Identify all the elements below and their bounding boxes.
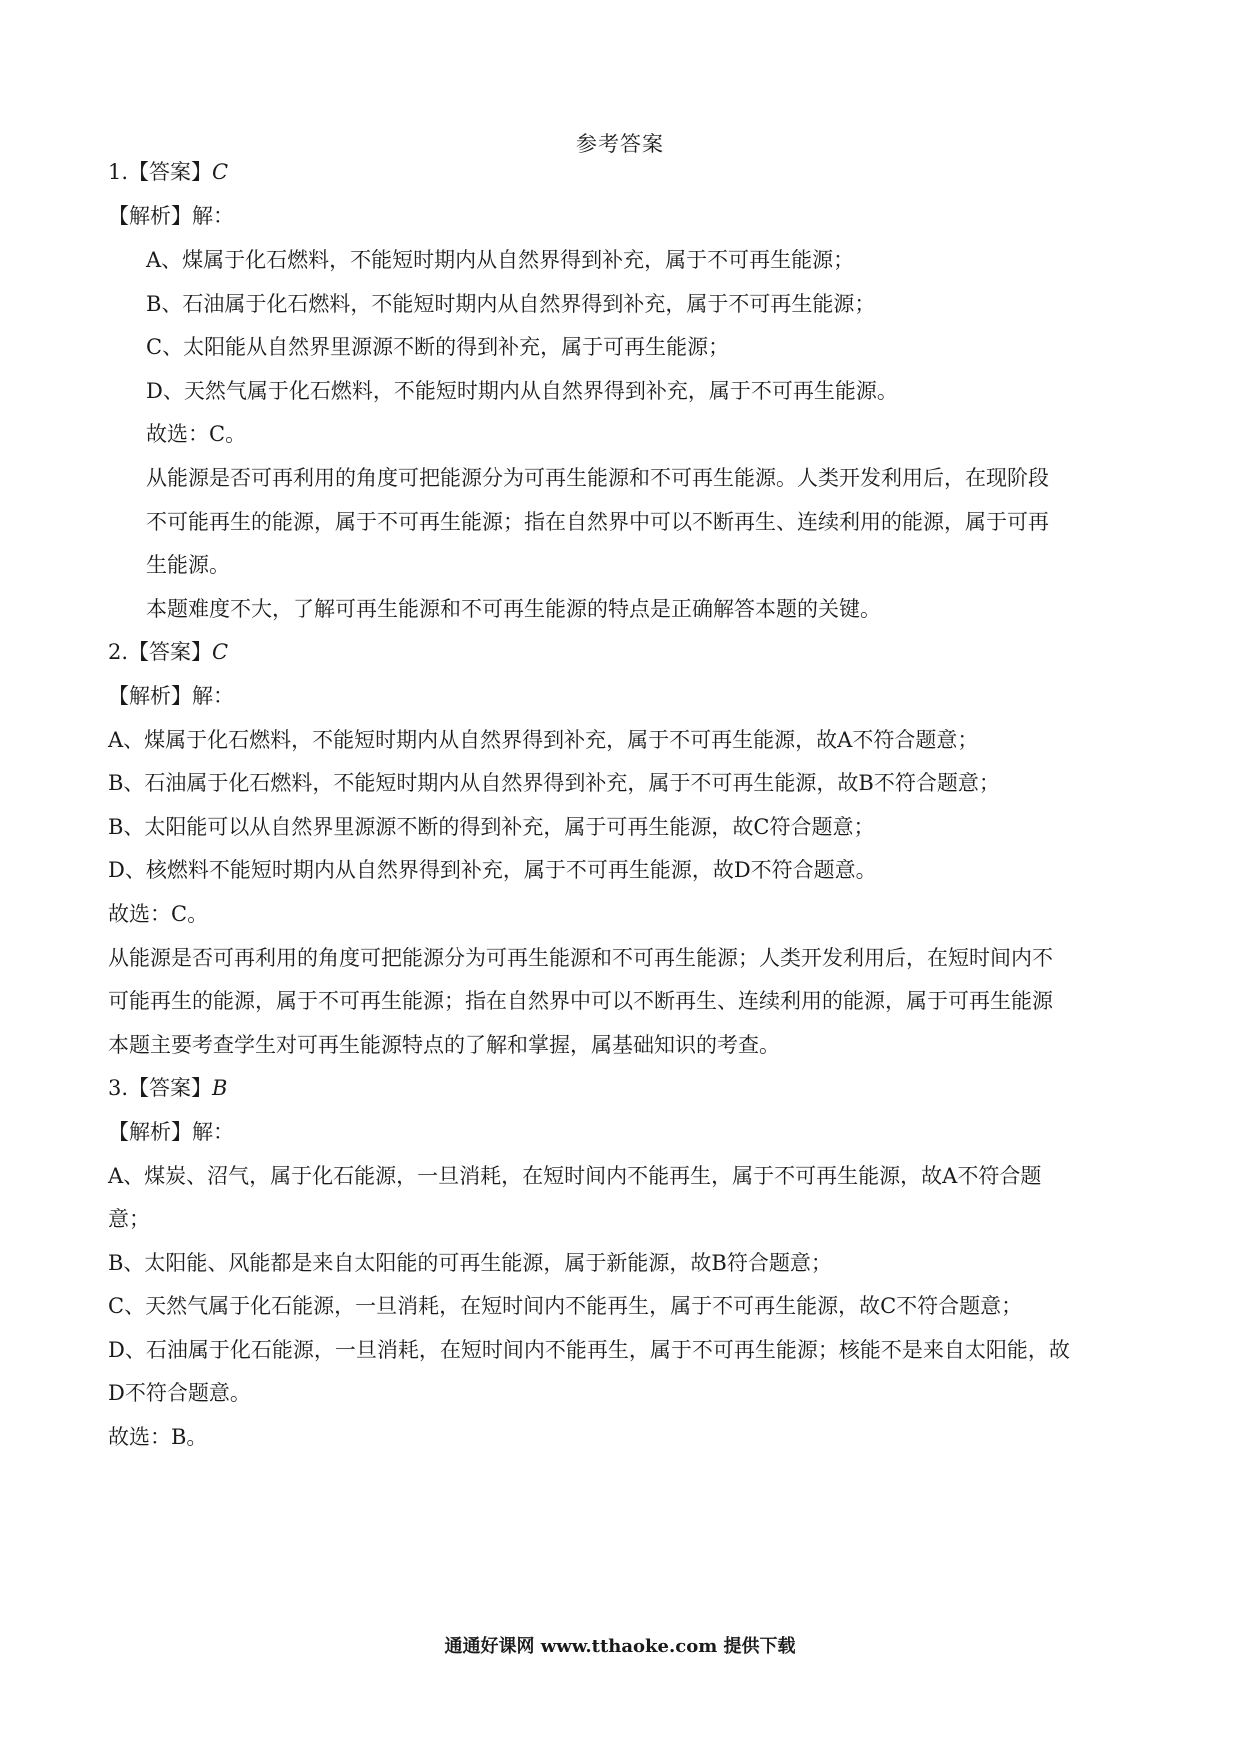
q2-answer-line: [108, 638, 228, 666]
q1-option-c: C、太阳能从自然界里源源不断的得到补充，属于可再生能源；: [146, 335, 730, 359]
q3-option-a-line-2: 意；: [108, 1207, 150, 1231]
q1-number: 1.: [108, 160, 129, 184]
page-title: 参考答案: [576, 132, 664, 156]
q2-analysis-label: 【解析】解：: [108, 684, 234, 708]
q3-option-a-line-1: A、煤炭、沼气，属于化石能源，一旦消耗，在短时间内不能再生，属于不可再生能源，故A不符合题: [108, 1164, 1042, 1188]
footer-download-note: 通通好课网 www.tthaoke.com 提供下载: [444, 1636, 796, 1657]
q2-note-line-2: 可能再生的能源，属于不可再生能源；指在自然界中可以不断再生、连续利用的能源，属于可再生能源: [108, 989, 1053, 1013]
q2-number: 2.: [108, 640, 129, 664]
q3-answer-label: 【答案】: [128, 1076, 213, 1100]
q2-option-a: A、煤属于化石燃料，不能短时期内从自然界得到补充，属于不可再生能源，故A不符合题意；: [108, 728, 979, 752]
q3-option-d-line-2: D不符合题意。: [108, 1381, 251, 1405]
q3-analysis-label: 【解析】解：: [108, 1120, 234, 1144]
q1-comment: 本题难度不大，了解可再生能源和不可再生能源的特点是正确解答本题的关键。: [146, 597, 881, 621]
q2-answer-label: 【答案】: [128, 640, 213, 664]
q1-option-a: A、煤属于化石燃料，不能短时期内从自然界得到补充，属于不可再生能源；: [146, 248, 855, 272]
q3-choice: 故选：B。: [108, 1425, 208, 1449]
q2-note-line-3: 本题主要考查学生对可再生能源特点的了解和掌握，属基础知识的考查。: [108, 1033, 780, 1057]
q1-note-line-2: 不可能再生的能源，属于不可再生能源；指在自然界中可以不断再生、连续利用的能源，属于可再: [146, 510, 1049, 534]
q1-answer: C: [212, 160, 229, 184]
q2-choice: 故选：C。: [108, 902, 209, 926]
q1-analysis-label: 【解析】解：: [108, 204, 234, 228]
q2-option-c: B、太阳能可以从自然界里源源不断的得到补充，属于可再生能源，故C符合题意；: [108, 815, 875, 839]
q2-option-d: D、核燃料不能短时期内从自然界得到补充，属于不可再生能源，故D不符合题意。: [108, 858, 877, 882]
q3-option-c: C、天然气属于化石能源，一旦消耗，在短时间内不能再生，属于不可再生能源，故C不符合题意；: [108, 1294, 1023, 1318]
q2-answer: C: [212, 640, 229, 664]
q3-answer: B: [212, 1076, 228, 1100]
q3-answer-line: [108, 1074, 227, 1102]
q1-answer-label: 【答案】: [128, 160, 213, 184]
q1-option-b: B、石油属于化石燃料，不能短时期内从自然界得到补充，属于不可再生能源；: [146, 292, 876, 316]
q3-number: 3.: [108, 1076, 129, 1100]
q1-note-line-1: 从能源是否可再利用的角度可把能源分为可再生能源和不可再生能源。人类开发利用后，在现阶段: [146, 466, 1049, 490]
q2-option-b: B、石油属于化石燃料，不能短时期内从自然界得到补充，属于不可再生能源，故B不符合题意；: [108, 771, 1000, 795]
q1-option-d: D、天然气属于化石燃料，不能短时期内从自然界得到补充，属于不可再生能源。: [146, 379, 898, 403]
q1-choice: 故选：C。: [146, 422, 247, 446]
q3-option-d-line-1: D、石油属于化石能源，一旦消耗，在短时间内不能再生，属于不可再生能源；核能不是来自太阳能，故: [108, 1338, 1070, 1362]
q3-option-b: B、太阳能、风能都是来自太阳能的可再生能源，属于新能源，故B符合题意；: [108, 1251, 832, 1275]
q2-note-line-1: 从能源是否可再利用的角度可把能源分为可再生能源和不可再生能源；人类开发利用后，在短时间内不: [108, 946, 1053, 970]
q1-answer-line: [108, 158, 228, 186]
q1-note-line-3: 生能源。: [146, 553, 230, 577]
